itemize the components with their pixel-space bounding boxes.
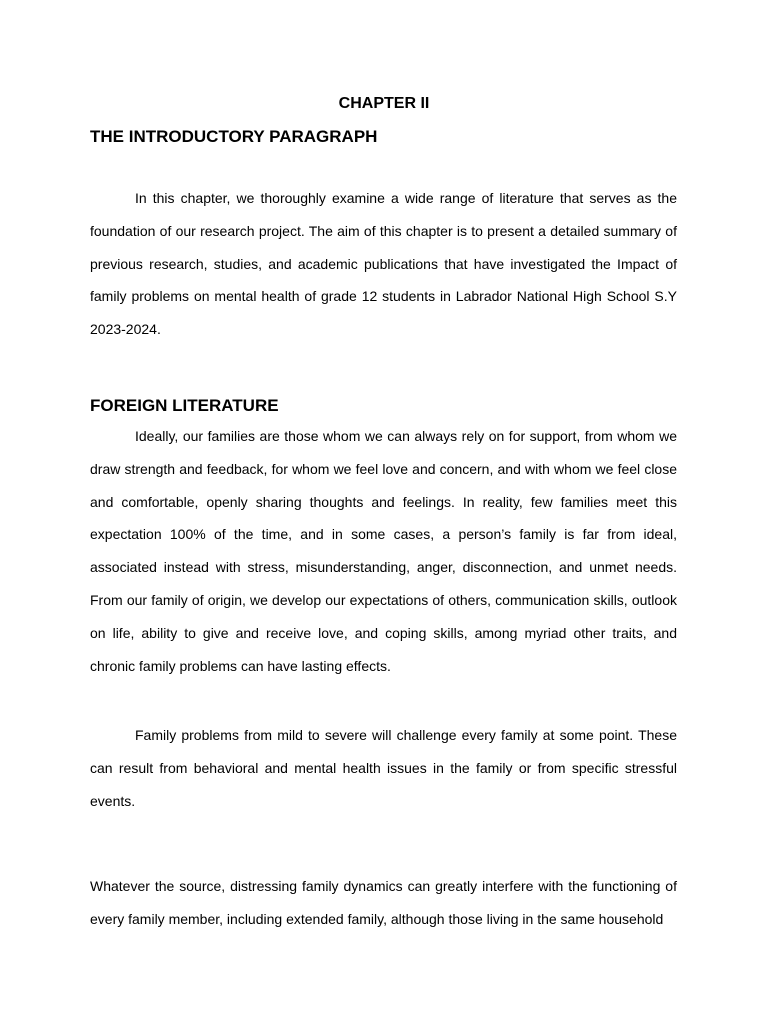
foreign-literature-paragraph-1: Ideally, our families are those whom we can always rely on for support, from whom we draw strength and feedback, for whom we feel love and concern, and with whom we feel close and comfortable, openly sharing thoughts and feelings. In reality, few families meet this expectation 100% of the time, and in some cases, a person’s family is far from ideal, associated instead with stress, misunderstanding, anger, disconnection, and unmet needs. From our family of origin, we develop our expectations of others, communication skills, outlook on life, ability to give and receive love, and coping skills, among myriad other traits, and chronic family problems can have lasting effects. bbox=[90, 428, 677, 674]
foreign-literature-heading: FOREIGN LITERATURE bbox=[90, 396, 279, 415]
intro-paragraph: In this chapter, we thoroughly examine a wide range of literature that serves as the foundation of our research project. The aim of this chapter is to present a detailed summary of previous research, studies, and academic publications that have investigated the Impact of family problems on mental health of grade 12 students in Labrador National High School S.Y 2023-2024. bbox=[90, 190, 677, 338]
chapter-label: CHAPTER II bbox=[338, 95, 430, 112]
foreign-literature-paragraph-2: Family problems from mild to severe will challenge every family at some point. These can result from behavioral and mental health issues in the family or from specific stressful events. bbox=[90, 727, 677, 809]
intro-heading: THE INTRODUCTORY PARAGRAPH bbox=[90, 127, 378, 146]
foreign-literature-paragraph-3: Whatever the source, distressing family dynamics can greatly interfere with the functioning of every family member, including extended family, although those living in the same household bbox=[90, 878, 677, 927]
